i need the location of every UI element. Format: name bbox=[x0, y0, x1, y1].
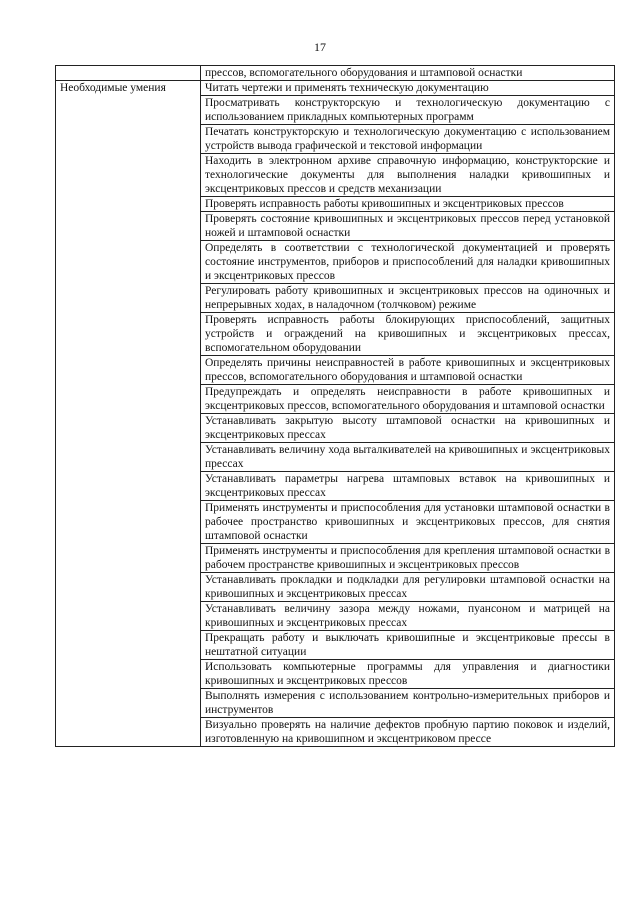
skill-item: Применять инструменты и приспособления для установки штамповой оснастки в рабочее пространство кривошипных и эксцентриковых прессов, для снятия штамповой оснастки bbox=[201, 501, 615, 544]
skill-item: Читать чертежи и применять техническую документацию bbox=[201, 81, 615, 96]
skill-item: Проверять исправность работы кривошипных и эксцентриковых прессов bbox=[201, 197, 615, 212]
skill-item: Устанавливать величину хода выталкивателей на кривошипных и эксцентриковых прессах bbox=[201, 443, 615, 472]
skill-item: Прекращать работу и выключать кривошипные и эксцентриковые прессы в нештатной ситуации bbox=[201, 631, 615, 660]
skill-item: Использовать компьютерные программы для управления и диагностики кривошипных и эксцентриковых прессов bbox=[201, 660, 615, 689]
scan-edge bbox=[614, 0, 617, 905]
skill-item: Находить в электронном архиве справочную информацию, конструкторские и технологические документы для выполнения наладки кривошипных и эксцентриковых прессов и средств механизации bbox=[201, 154, 615, 197]
page-number: 17 bbox=[314, 40, 326, 54]
skill-item: Визуально проверять на наличие дефектов пробную партию поковок и изделий, изготовленную на кривошипном и эксцентриковом прессе bbox=[201, 718, 615, 747]
skill-item: Устанавливать параметры нагрева штамповых вставок на кривошипных и эксцентриковых прессах bbox=[201, 472, 615, 501]
skill-item: Выполнять измерения с использованием контрольно-измерительных приборов и инструментов bbox=[201, 689, 615, 718]
skill-item: Применять инструменты и приспособления для крепления штамповой оснастки в рабочем пространстве кривошипных и эксцентриковых прессов bbox=[201, 544, 615, 573]
skill-item: Определять в соответствии с технологической документацией и проверять состояние инструментов, приборов и приспособлений для наладки кривошипных и эксцентриковых прессов bbox=[201, 241, 615, 284]
skill-item: Проверять состояние кривошипных и эксцентриковых прессов перед установкой ножей и штамповой оснастки bbox=[201, 212, 615, 241]
table-row bbox=[56, 81, 615, 96]
category-cell: Необходимые умения bbox=[56, 81, 201, 747]
skill-item: Устанавливать закрытую высоту штамповой оснастки на кривошипных и эксцентриковых прессах bbox=[201, 414, 615, 443]
continuation-cell: прессов, вспомогательного оборудования и штамповой оснастки bbox=[201, 66, 615, 81]
requirements-table bbox=[55, 65, 615, 747]
skill-item: Печатать конструкторскую и технологическую документацию с использованием устройств вывода графической и текстовой информации bbox=[201, 125, 615, 154]
skill-item: Предупреждать и определять неисправности в работе кривошипных и эксцентриковых прессов, вспомогательного оборудования и штамповой оснастки bbox=[201, 385, 615, 414]
table-row bbox=[56, 66, 615, 81]
skill-item: Просматривать конструкторскую и технологическую документацию с использованием прикладных компьютерных программ bbox=[201, 96, 615, 125]
category-cell-empty bbox=[56, 66, 201, 81]
skill-item: Определять причины неисправностей в работе кривошипных и эксцентриковых прессов, вспомогательного оборудования и штамповой оснастки bbox=[201, 356, 615, 385]
skill-item: Регулировать работу кривошипных и эксцентриковых прессов на одиночных и непрерывных ходах, в наладочном (толчковом) режиме bbox=[201, 284, 615, 313]
skill-item: Устанавливать величину зазора между ножами, пуансоном и матрицей на кривошипных и эксцентриковых прессах bbox=[201, 602, 615, 631]
skill-item: Устанавливать прокладки и подкладки для регулировки штамповой оснастки на кривошипных и эксцентриковых прессах bbox=[201, 573, 615, 602]
skill-item: Проверять исправность работы блокирующих приспособлений, защитных устройств и ограждений на кривошипных и эксцентриковых прессах, вспомогательном оборудовании bbox=[201, 313, 615, 356]
